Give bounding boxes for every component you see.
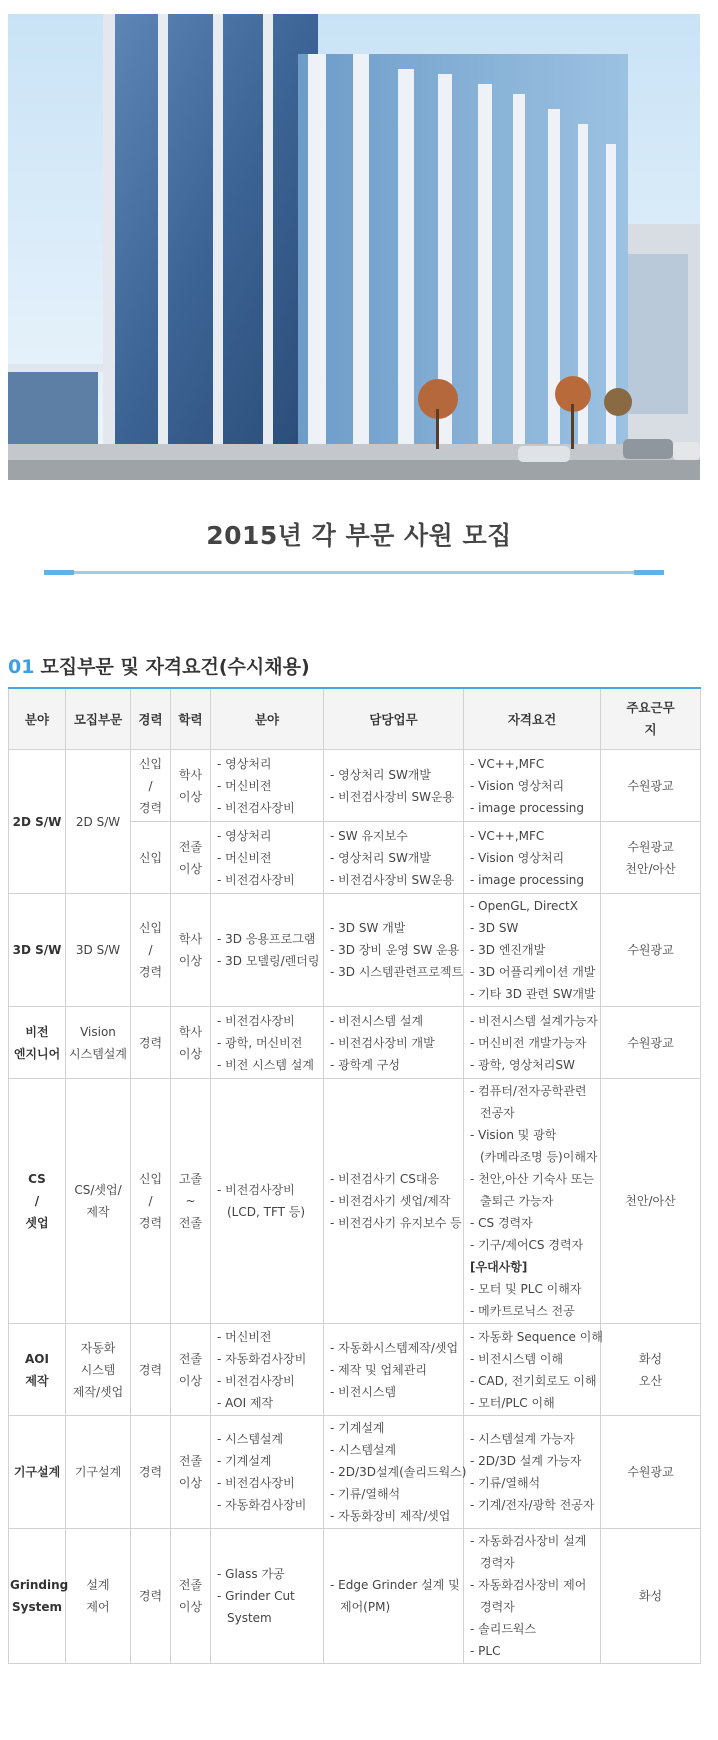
area-cell-line: - 비전검사장비 bbox=[217, 1183, 295, 1197]
area-cell bbox=[211, 1007, 324, 1079]
education-cell-line: 학사 bbox=[178, 767, 203, 782]
qualifications-cell bbox=[464, 1007, 601, 1079]
duties-cell-line: - 2D/3D설계(솔리드웍스) bbox=[330, 1465, 467, 1479]
table-row bbox=[9, 894, 701, 1007]
section-title: 모집부문 및 자격요건(수시채용) bbox=[40, 656, 310, 678]
dept-cell-line: 제작 bbox=[86, 1205, 110, 1219]
duties-cell bbox=[324, 1529, 464, 1664]
duties-cell bbox=[324, 750, 464, 822]
qualifications-cell-line: - image processing bbox=[470, 872, 585, 887]
qualifications-cell-line: - 자동화검사장비 제어 bbox=[470, 1578, 587, 1592]
career-cell-line: 경력 bbox=[138, 1216, 163, 1230]
table-row bbox=[9, 1416, 701, 1529]
header-duties: 담당업무 bbox=[324, 688, 464, 750]
field-cell-line: 3D S/W bbox=[12, 943, 62, 957]
duties-cell-line: 제어(PM) bbox=[340, 1600, 391, 1614]
area-cell-line: - 자동화검사장비 bbox=[217, 1498, 307, 1512]
career-cell bbox=[131, 1007, 171, 1079]
page-title: 2015년 각 부문 사원 모집 bbox=[206, 521, 512, 550]
career-cell-line: / bbox=[148, 1194, 153, 1208]
education-cell bbox=[171, 750, 211, 822]
education-cell bbox=[171, 1529, 211, 1664]
header-area: 분야 bbox=[211, 688, 324, 750]
field-cell-line: 비전 bbox=[25, 1024, 49, 1039]
qualifications-cell bbox=[464, 894, 601, 1007]
career-cell-line: 신입 bbox=[138, 756, 163, 771]
field-cell bbox=[9, 750, 66, 894]
dept-cell-line: 기구설계 bbox=[74, 1465, 122, 1479]
table-row bbox=[9, 1529, 701, 1664]
education-cell-line: 이상 bbox=[178, 1476, 203, 1490]
location-cell-line: 수원광교 bbox=[627, 778, 674, 793]
area-cell-line: - 비전 시스템 설계 bbox=[217, 1057, 314, 1072]
field-cell-line: 기구설계 bbox=[13, 1465, 61, 1479]
duties-cell-line: - 비전검사기 셋업/제작 bbox=[330, 1194, 451, 1208]
education-cell bbox=[171, 1416, 211, 1529]
divider-cap-left bbox=[44, 570, 74, 575]
table-row bbox=[9, 1079, 701, 1324]
qualifications-cell bbox=[464, 1416, 601, 1529]
career-cell-line: / bbox=[148, 778, 153, 793]
qualifications-cell-line: - 자동화 Sequence 이해 bbox=[470, 1329, 603, 1344]
qualifications-cell-line: - 3D 엔진개발 bbox=[470, 943, 546, 957]
career-cell bbox=[131, 894, 171, 1007]
area-cell-line: - 비전검사장비 bbox=[217, 800, 295, 815]
area-cell-line: - 3D 응용프로그램 bbox=[217, 932, 316, 946]
qualifications-cell-line: - 2D/3D 설계 가능자 bbox=[470, 1454, 582, 1468]
duties-cell-line: - 영상처리 SW개발 bbox=[330, 850, 431, 865]
qualifications-cell-line: - Vision 영상처리 bbox=[470, 850, 565, 865]
duties-cell-line: - 기계설계 bbox=[330, 1421, 385, 1435]
location-cell-line: 천안/아산 bbox=[625, 861, 676, 876]
qualifications-cell-line: - 모터/PLC 이해 bbox=[470, 1395, 555, 1410]
location-cell bbox=[601, 1007, 701, 1079]
header-location-line2: 지 bbox=[644, 722, 657, 737]
career-cell-line: / bbox=[148, 943, 153, 957]
qualifications-cell-line: - 3D 어플리케이션 개발 bbox=[470, 965, 596, 979]
field-cell-line: 제작 bbox=[25, 1373, 49, 1388]
qualifications-cell-line: - 기타 3D 관련 SW개발 bbox=[470, 987, 596, 1001]
qualifications-cell-line: - 비전시스템 설계가능자 bbox=[470, 1013, 598, 1028]
location-cell-line: 오산 bbox=[638, 1373, 663, 1388]
location-cell bbox=[601, 894, 701, 1007]
header-dept: 모집부문 bbox=[66, 688, 131, 750]
field-cell bbox=[9, 894, 66, 1007]
qualifications-cell-line: [우대사항] bbox=[470, 1260, 528, 1274]
location-cell-line: 수원광교 bbox=[627, 1465, 674, 1479]
dept-cell-line: 자동화 bbox=[80, 1340, 116, 1355]
duties-cell-line: - 비전시스템 bbox=[330, 1384, 397, 1399]
education-cell-line: 고졸 bbox=[178, 1172, 203, 1186]
area-cell-line: - 비전검사장비 bbox=[217, 872, 295, 887]
area-cell-line: - AOI 제작 bbox=[217, 1395, 274, 1410]
area-cell-line: - Glass 가공 bbox=[217, 1567, 285, 1581]
education-cell bbox=[171, 822, 211, 894]
duties-cell bbox=[324, 822, 464, 894]
qualifications-cell-line: - 광학, 영상처리SW bbox=[470, 1057, 575, 1072]
field-cell-line: AOI bbox=[25, 1351, 49, 1366]
field-cell-line: / bbox=[34, 1194, 40, 1208]
education-cell-line: 전졸 bbox=[178, 839, 203, 854]
qualifications-cell-line: - CAD, 전기회로도 이해 bbox=[470, 1373, 597, 1388]
field-cell bbox=[9, 1416, 66, 1529]
location-cell bbox=[601, 1079, 701, 1324]
education-cell-line: 이상 bbox=[178, 1046, 203, 1061]
qualifications-cell-line: - 비전시스템 이해 bbox=[470, 1351, 564, 1366]
career-cell-line: 경력 bbox=[138, 1362, 163, 1377]
career-cell bbox=[131, 1079, 171, 1324]
qualifications-cell-line: 출퇴근 가능자 bbox=[480, 1194, 554, 1208]
field-cell-line: 2D S/W bbox=[12, 814, 62, 829]
duties-cell-line: - Edge Grinder 설계 및 bbox=[330, 1578, 460, 1592]
header-education: 학력 bbox=[171, 688, 211, 750]
education-cell-line: 이상 bbox=[178, 954, 203, 968]
qualifications-cell-line: (카메라조명 등)이해자 bbox=[480, 1150, 598, 1164]
dept-cell-line: Vision bbox=[80, 1024, 116, 1039]
dept-cell bbox=[66, 1529, 131, 1664]
area-cell-line: - 광학, 머신비전 bbox=[217, 1035, 303, 1050]
career-cell-line: 경력 bbox=[138, 1465, 163, 1479]
qualifications-cell bbox=[464, 1079, 601, 1324]
education-cell-line: 학사 bbox=[178, 1024, 203, 1039]
area-cell-line: - 영상처리 bbox=[217, 828, 272, 843]
qualifications-cell-line: - 자동화검사장비 설계 bbox=[470, 1534, 587, 1548]
qualifications-cell-line: - 기계/전자/광학 전공자 bbox=[470, 1498, 595, 1512]
duties-cell-line: - 비전검사기 유지보수 등 bbox=[330, 1216, 462, 1230]
requirements-table bbox=[8, 687, 701, 1664]
qualifications-cell-line: - 모터 및 PLC 이해자 bbox=[470, 1282, 582, 1296]
area-cell-line: - 3D 모델링/렌더링 bbox=[217, 954, 320, 968]
education-cell-line: 전졸 bbox=[178, 1454, 203, 1468]
field-cell bbox=[9, 1007, 66, 1079]
location-cell bbox=[601, 1529, 701, 1664]
career-cell-line: 신입 bbox=[138, 1172, 163, 1186]
area-cell-line: - 시스템설계 bbox=[217, 1432, 284, 1446]
education-cell-line: 이상 bbox=[178, 1373, 203, 1388]
location-cell-line: 화성 bbox=[638, 1589, 663, 1603]
area-cell bbox=[211, 1079, 324, 1324]
area-cell bbox=[211, 1324, 324, 1416]
duties-cell-line: - SW 유지보수 bbox=[330, 828, 408, 843]
qualifications-cell-line: 경력자 bbox=[480, 1600, 515, 1614]
education-cell bbox=[171, 1324, 211, 1416]
area-cell-line: - Grinder Cut bbox=[217, 1589, 295, 1603]
duties-cell-line: - 자동화시스템제작/셋업 bbox=[330, 1340, 459, 1355]
education-cell-line: 이상 bbox=[178, 861, 203, 876]
divider-cap-right bbox=[634, 570, 664, 575]
education-cell-line: 전졸 bbox=[178, 1351, 203, 1366]
career-cell bbox=[131, 1529, 171, 1664]
area-cell-line: - 비전검사장비 bbox=[217, 1013, 295, 1028]
dept-cell-line: 3D S/W bbox=[75, 943, 121, 957]
location-cell bbox=[601, 1416, 701, 1529]
dept-cell bbox=[66, 1324, 131, 1416]
duties-cell-line: - 기류/열해석 bbox=[330, 1487, 401, 1501]
qualifications-cell-line: - 컴퓨터/전자공학관련 bbox=[470, 1084, 587, 1098]
qualifications-cell bbox=[464, 750, 601, 822]
qualifications-cell-line: - 기구/제어CS 경력자 bbox=[470, 1238, 584, 1252]
dept-cell-line: CS/셋업/ bbox=[74, 1183, 122, 1197]
qualifications-cell bbox=[464, 1529, 601, 1664]
duties-cell-line: - 비전검사장비 SW운용 bbox=[330, 789, 455, 804]
education-cell-line: 이상 bbox=[178, 789, 203, 804]
career-cell-line: 신입 bbox=[138, 921, 163, 935]
duties-cell-line: - 3D SW 개발 bbox=[330, 921, 406, 935]
career-cell-line: 경력 bbox=[138, 965, 163, 979]
area-cell bbox=[211, 822, 324, 894]
duties-cell-line: - 비전검사장비 SW운용 bbox=[330, 872, 455, 887]
location-cell-line: 천안/아산 bbox=[625, 1194, 676, 1208]
location-cell-line: 수원광교 bbox=[627, 943, 674, 957]
area-cell-line: - 머신비전 bbox=[217, 850, 272, 865]
qualifications-cell-line: 전공자 bbox=[480, 1106, 515, 1120]
area-cell-line: - 기계설계 bbox=[217, 1454, 272, 1468]
area-cell-line: - 영상처리 bbox=[217, 756, 272, 771]
duties-cell bbox=[324, 894, 464, 1007]
duties-cell bbox=[324, 1324, 464, 1416]
career-cell bbox=[131, 822, 171, 894]
field-cell-line: CS bbox=[28, 1172, 46, 1186]
dept-cell-line: 제어 bbox=[86, 1600, 110, 1614]
section-number: 01 bbox=[8, 656, 35, 678]
area-cell-line: - 자동화검사장비 bbox=[217, 1351, 307, 1366]
area-cell-line: System bbox=[227, 1611, 272, 1625]
qualifications-cell-line: - CS 경력자 bbox=[470, 1216, 533, 1230]
office-building-photo bbox=[8, 14, 700, 480]
duties-cell-line: - 비전시스템 설계 bbox=[330, 1013, 424, 1028]
duties-cell-line: - 비전검사기 CS대응 bbox=[330, 1172, 440, 1186]
qualifications-cell-line: - image processing bbox=[470, 800, 585, 815]
header-career: 경력 bbox=[131, 688, 171, 750]
table-row bbox=[9, 1007, 701, 1079]
area-cell-line: (LCD, TFT 등) bbox=[227, 1205, 306, 1219]
duties-cell-line: - 광학계 구성 bbox=[330, 1057, 400, 1072]
duties-cell bbox=[324, 1007, 464, 1079]
header-qualifications: 자격요건 bbox=[464, 688, 601, 750]
qualifications-cell-line: - 솔리드웍스 bbox=[470, 1622, 537, 1636]
dept-cell-line: 시스템설계 bbox=[69, 1046, 127, 1061]
education-cell-line: 이상 bbox=[178, 1600, 203, 1614]
career-cell-line: 경력 bbox=[138, 1589, 163, 1603]
field-cell-line: 엔지니어 bbox=[13, 1046, 61, 1061]
location-cell-line: 화성 bbox=[638, 1351, 663, 1366]
field-cell bbox=[9, 1079, 66, 1324]
duties-cell-line: - 자동화장비 제작/셋업 bbox=[330, 1509, 451, 1523]
area-cell bbox=[211, 750, 324, 822]
area-cell-line: - 머신비전 bbox=[217, 1329, 272, 1344]
duties-cell-line: - 영상처리 SW개발 bbox=[330, 767, 431, 782]
education-cell-line: 학사 bbox=[178, 932, 203, 946]
dept-cell bbox=[66, 1079, 131, 1324]
duties-cell bbox=[324, 1416, 467, 1529]
table-body bbox=[9, 750, 701, 1664]
education-cell-line: 전졸 bbox=[178, 1216, 203, 1230]
qualifications-cell-line: - 시스템설계 가능자 bbox=[470, 1432, 575, 1446]
career-cell bbox=[131, 1324, 171, 1416]
dept-cell bbox=[66, 894, 131, 1007]
duties-cell-line: - 3D 장비 운영 SW 운용 bbox=[330, 943, 460, 957]
qualifications-cell-line: - 천안,아산 기숙사 또는 bbox=[470, 1172, 594, 1186]
dept-cell-line: 시스템 bbox=[80, 1362, 116, 1377]
location-cell-line: 수원광교 bbox=[627, 839, 674, 854]
field-cell bbox=[9, 1529, 69, 1664]
duties-cell bbox=[324, 1079, 464, 1324]
qualifications-cell-line: - VC++,MFC bbox=[470, 828, 545, 843]
area-cell bbox=[211, 1416, 324, 1529]
education-cell bbox=[171, 1079, 211, 1324]
qualifications-cell-line: - OpenGL, DirectX bbox=[470, 899, 578, 913]
header-location bbox=[601, 688, 701, 750]
qualifications-cell-line: - 기류/열해석 bbox=[470, 1476, 541, 1490]
table-header-row bbox=[9, 688, 701, 750]
education-cell-line: 전졸 bbox=[178, 1578, 203, 1592]
qualifications-cell bbox=[464, 1324, 601, 1416]
dept-cell-line: 2D S/W bbox=[75, 814, 121, 829]
duties-cell-line: - 시스템설계 bbox=[330, 1443, 397, 1457]
area-cell bbox=[211, 894, 324, 1007]
field-cell bbox=[9, 1324, 66, 1416]
header-location-line1: 주요근무 bbox=[626, 700, 675, 715]
qualifications-cell-line: - 3D SW bbox=[470, 921, 519, 935]
area-cell bbox=[211, 1529, 324, 1664]
field-cell-line: System bbox=[12, 1600, 62, 1614]
dept-cell bbox=[66, 1007, 131, 1079]
career-cell-line: 경력 bbox=[138, 800, 163, 815]
career-cell-line: 신입 bbox=[138, 850, 163, 865]
header-field: 분야 bbox=[9, 688, 66, 750]
education-cell bbox=[171, 894, 211, 1007]
qualifications-cell bbox=[464, 822, 601, 894]
dept-cell bbox=[66, 1416, 131, 1529]
qualifications-cell-line: - Vision 영상처리 bbox=[470, 778, 565, 793]
section-heading bbox=[8, 652, 310, 679]
qualifications-cell-line: 경력자 bbox=[480, 1556, 515, 1570]
location-cell bbox=[601, 1324, 701, 1416]
dept-cell-line: 제작/셋업 bbox=[72, 1384, 124, 1399]
qualifications-cell-line: - 머신비전 개발가능자 bbox=[470, 1035, 587, 1050]
table-row bbox=[9, 750, 701, 822]
qualifications-cell-line: - Vision 및 광학 bbox=[470, 1128, 557, 1142]
career-cell bbox=[131, 750, 171, 822]
duties-cell-line: - 비전검사장비 개발 bbox=[330, 1035, 435, 1050]
location-cell bbox=[601, 750, 701, 822]
table-row bbox=[9, 1324, 701, 1416]
field-cell-line: Grinding bbox=[10, 1578, 69, 1592]
dept-cell bbox=[66, 750, 131, 894]
duties-cell-line: - 제작 및 업체관리 bbox=[330, 1362, 427, 1377]
dept-cell-line: 설계 bbox=[86, 1578, 110, 1592]
qualifications-cell-line: - 메카트로닉스 전공 bbox=[470, 1304, 575, 1318]
location-cell-line: 수원광교 bbox=[627, 1035, 674, 1050]
education-cell bbox=[171, 1007, 211, 1079]
career-cell bbox=[131, 1416, 171, 1529]
education-cell-line: ~ bbox=[185, 1194, 196, 1208]
qualifications-cell-line: - PLC bbox=[470, 1644, 501, 1658]
area-cell-line: - 비전검사장비 bbox=[217, 1373, 295, 1388]
area-cell-line: - 비전검사장비 bbox=[217, 1476, 295, 1490]
location-cell bbox=[601, 822, 701, 894]
duties-cell-line: - 3D 시스템관련프로젝트 bbox=[330, 965, 464, 979]
qualifications-cell-line: - VC++,MFC bbox=[470, 756, 545, 771]
career-cell-line: 경력 bbox=[138, 1035, 163, 1050]
field-cell-line: 셋업 bbox=[25, 1216, 49, 1230]
title-divider bbox=[44, 571, 664, 574]
area-cell-line: - 머신비전 bbox=[217, 778, 272, 793]
